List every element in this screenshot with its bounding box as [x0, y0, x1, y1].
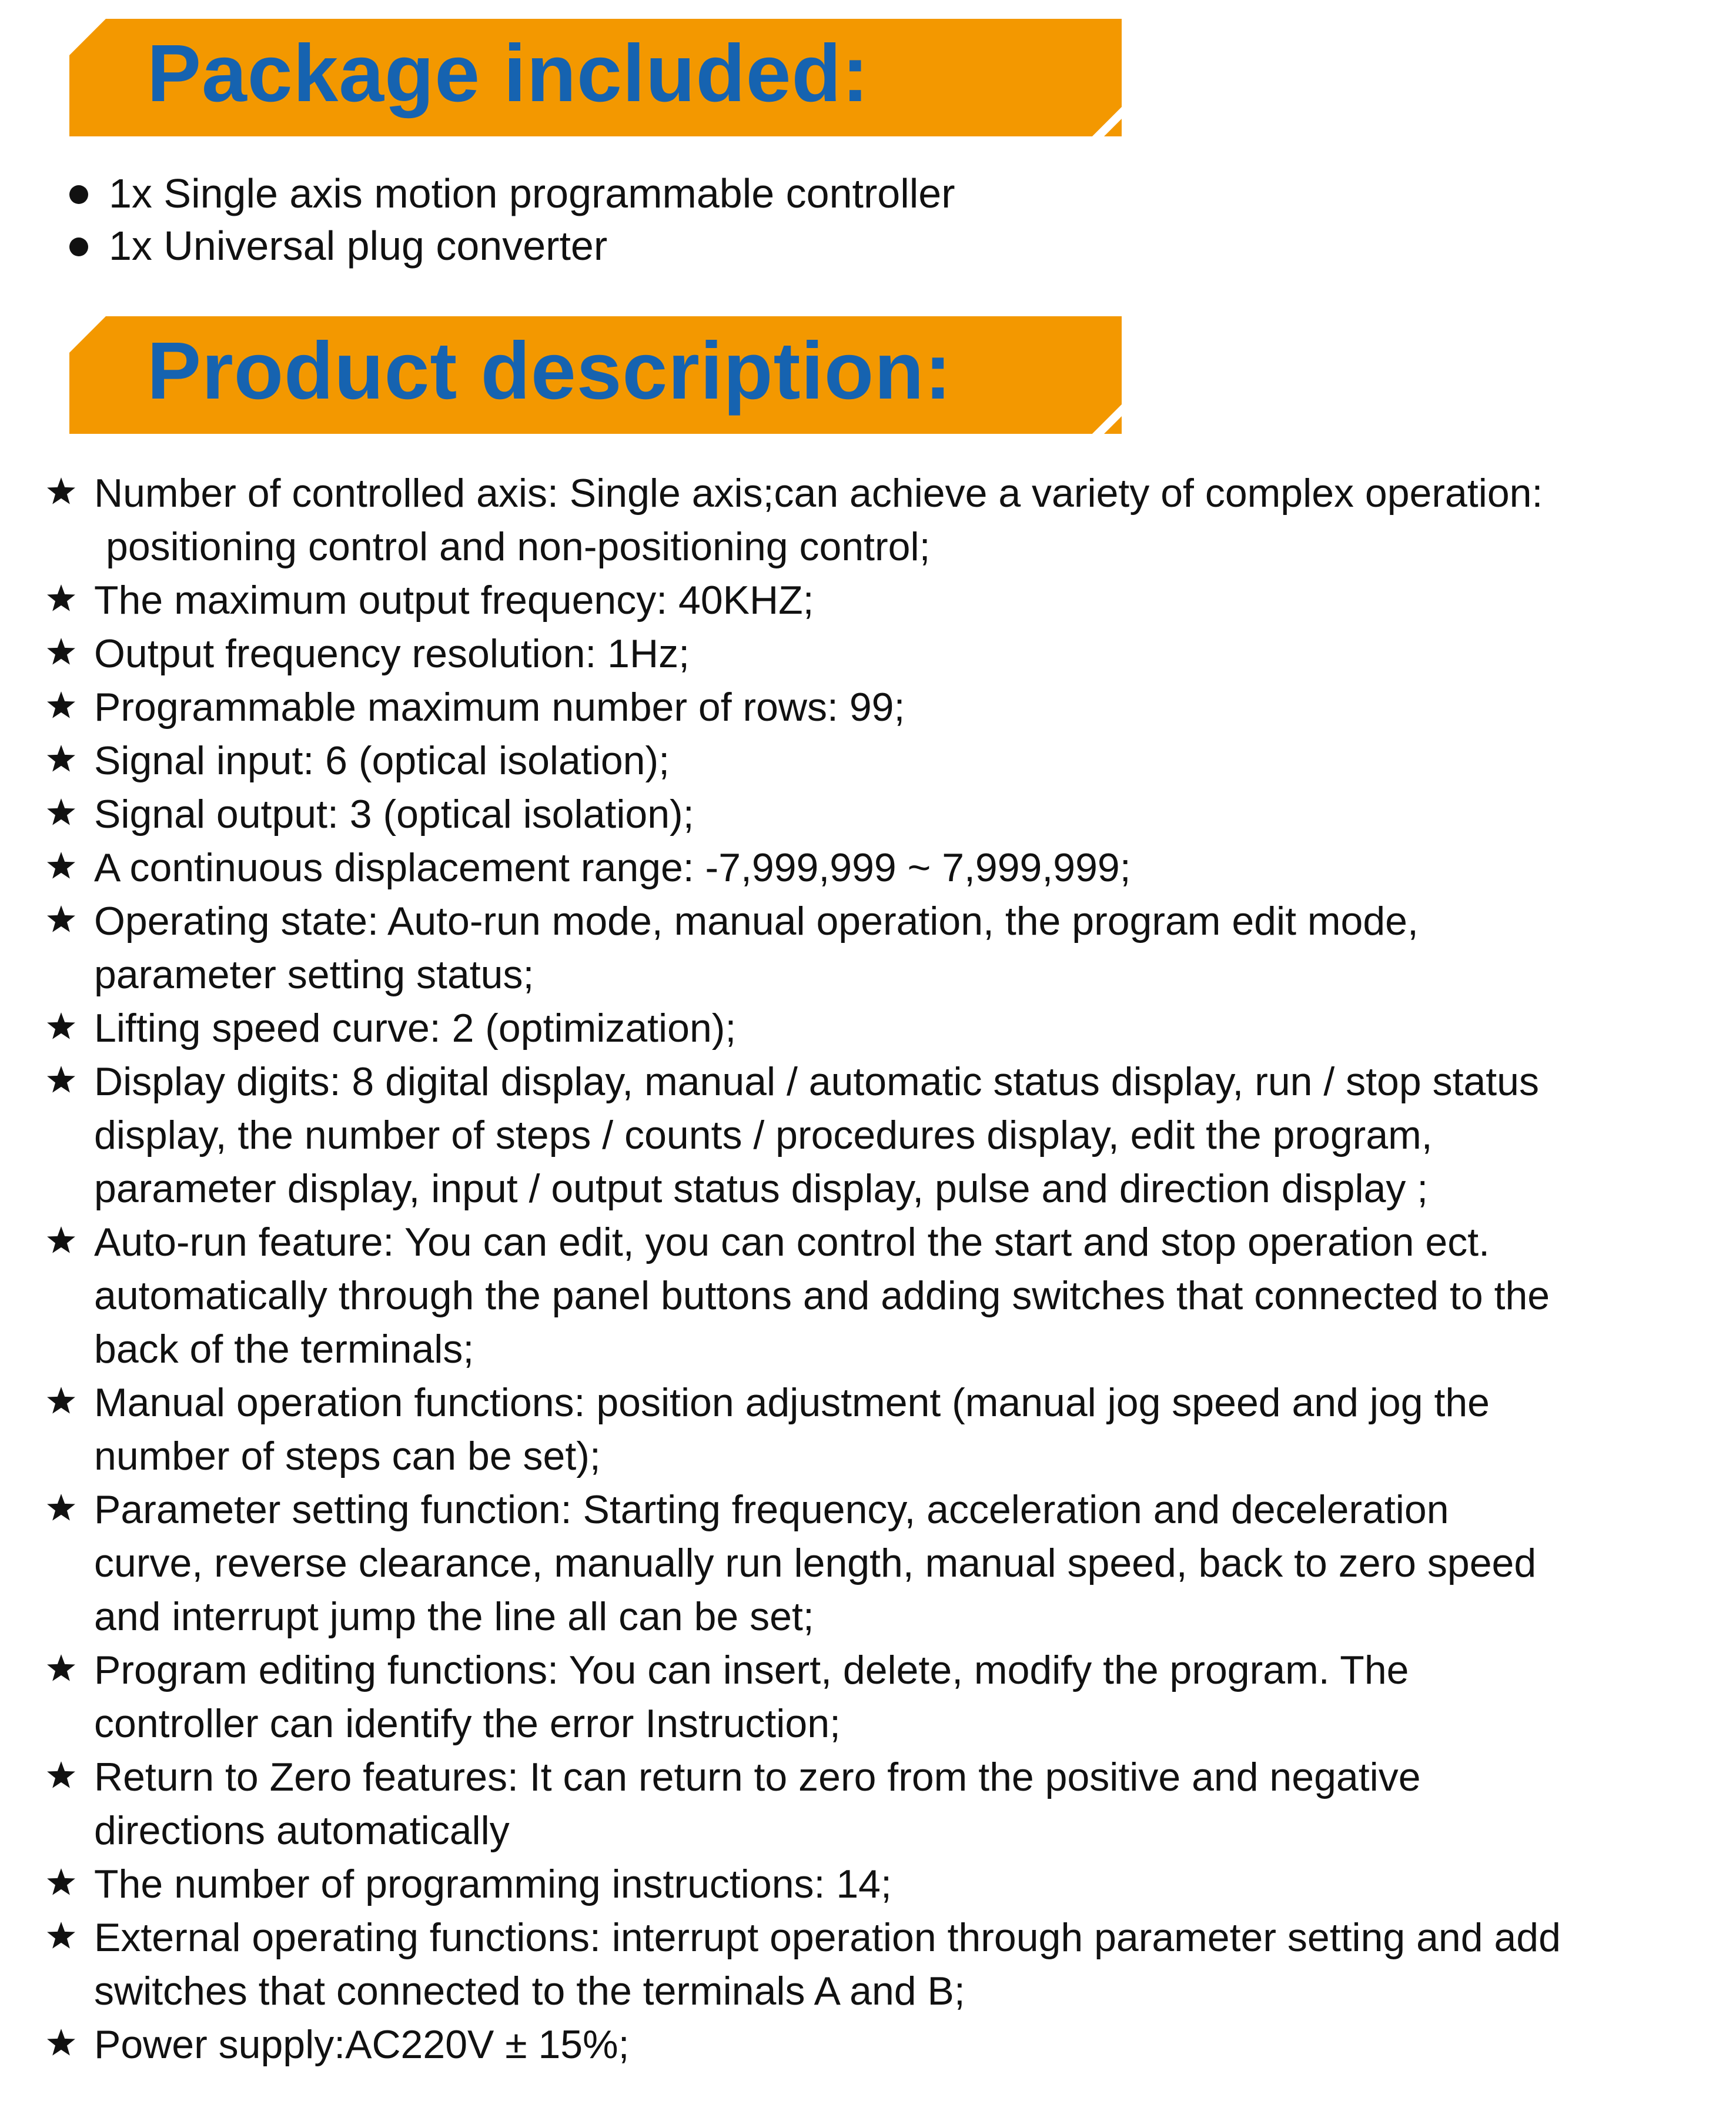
description-item — [46, 1216, 1727, 1376]
description-item — [46, 681, 1727, 734]
description-line: Power supply:AC220V ± 15%; — [94, 2022, 630, 2067]
star-bullet-icon — [46, 1386, 76, 1416]
description-item — [46, 1002, 1727, 1055]
star-bullet-icon — [46, 1921, 76, 1951]
package-item-text: 1x Universal plug converter — [109, 223, 608, 269]
description-banner — [69, 316, 1122, 434]
description-line: parameter setting status; — [94, 952, 534, 997]
description-item — [46, 1483, 1727, 1644]
description-line: The maximum output frequency: 40KHZ; — [94, 578, 814, 623]
description-line: back of the terminals; — [94, 1327, 474, 1371]
star-bullet-icon — [46, 690, 76, 721]
star-bullet-icon — [46, 797, 76, 828]
description-line: Operating state: Auto-run mode, manual operation, the program edit mode, — [94, 899, 1419, 944]
description-line: positioning control and non-positioning control; — [106, 524, 931, 569]
star-bullet-icon — [46, 1493, 76, 1523]
description-item — [46, 627, 1727, 681]
description-line: switches that connected to the terminals A and B; — [94, 1969, 965, 2013]
description-item — [46, 1911, 1727, 2018]
description-line: number of steps can be set); — [94, 1434, 601, 1478]
description-line: Auto-run feature: You can edit, you can control the start and stop operation ect. — [94, 1220, 1490, 1264]
star-bullet-icon — [46, 1760, 76, 1791]
description-line: Lifting speed curve: 2 (optimization); — [94, 1006, 737, 1050]
star-bullet-icon — [46, 2028, 76, 2058]
description-item — [46, 1751, 1727, 1858]
description-list — [46, 467, 1727, 2072]
description-item — [46, 467, 1727, 574]
description-line: Output frequency resolution: 1Hz; — [94, 631, 690, 676]
description-item — [46, 1376, 1727, 1483]
description-item — [46, 1644, 1727, 1751]
description-line: Signal output: 3 (optical isolation); — [94, 792, 694, 837]
package-list — [65, 168, 955, 272]
description-line: controller can identify the error Instruction; — [94, 1701, 841, 1746]
description-item — [46, 2018, 1727, 2072]
description-line: curve, reverse clearance, manually run length, manual speed, back to zero speed — [94, 1541, 1537, 1585]
description-line: External operating functions: interrupt operation through parameter setting and add — [94, 1915, 1561, 1960]
package-item — [65, 168, 955, 220]
description-title: Product description: — [147, 326, 952, 416]
description-line: and interrupt jump the line all can be set; — [94, 1594, 814, 1639]
description-line: The number of programming instructions: 14; — [94, 1862, 892, 1906]
star-bullet-icon — [46, 744, 76, 774]
star-bullet-icon — [46, 1653, 76, 1684]
star-bullet-icon — [46, 1867, 76, 1898]
package-banner — [69, 19, 1122, 136]
description-item — [46, 1055, 1727, 1216]
star-bullet-icon — [46, 1011, 76, 1042]
star-bullet-icon — [46, 1065, 76, 1095]
bullet-dot-icon — [69, 237, 88, 256]
description-line: automatically through the panel buttons and adding switches that connected to the — [94, 1273, 1550, 1318]
star-bullet-icon — [46, 1225, 76, 1256]
package-item — [65, 220, 955, 272]
description-line: parameter display, input / output status display, pulse and direction display ; — [94, 1166, 1429, 1211]
description-item — [46, 574, 1727, 627]
description-line: Number of controlled axis: Single axis;can achieve a variety of complex operation: — [94, 471, 1543, 516]
description-item — [46, 841, 1727, 895]
description-item — [46, 734, 1727, 788]
description-line: Signal input: 6 (optical isolation); — [94, 738, 670, 783]
description-item — [46, 788, 1727, 841]
star-bullet-icon — [46, 583, 76, 614]
package-item-text: 1x Single axis motion programmable controller — [109, 170, 955, 216]
description-line: display, the number of steps / counts / procedures display, edit the program, — [94, 1113, 1433, 1157]
package-title: Package included: — [147, 28, 869, 119]
star-bullet-icon — [46, 476, 76, 507]
description-line: Programmable maximum number of rows: 99; — [94, 685, 905, 730]
star-bullet-icon — [46, 851, 76, 881]
description-item — [46, 895, 1727, 1002]
star-bullet-icon — [46, 637, 76, 667]
star-bullet-icon — [46, 904, 76, 935]
description-line: Parameter setting function: Starting frequency, acceleration and deceleration — [94, 1487, 1449, 1532]
bullet-dot-icon — [69, 185, 88, 204]
description-item — [46, 1858, 1727, 1911]
description-line: Return to Zero features: It can return to zero from the positive and negative — [94, 1755, 1421, 1799]
description-line: Manual operation functions: position adjustment (manual jog speed and jog the — [94, 1380, 1490, 1425]
description-line: Display digits: 8 digital display, manual / automatic status display, run / stop status — [94, 1059, 1539, 1104]
description-line: Program editing functions: You can insert, delete, modify the program. The — [94, 1648, 1409, 1692]
description-line: A continuous displacement range: -7,999,999 ~ 7,999,999; — [94, 845, 1131, 890]
description-line: directions automatically — [94, 1808, 510, 1853]
